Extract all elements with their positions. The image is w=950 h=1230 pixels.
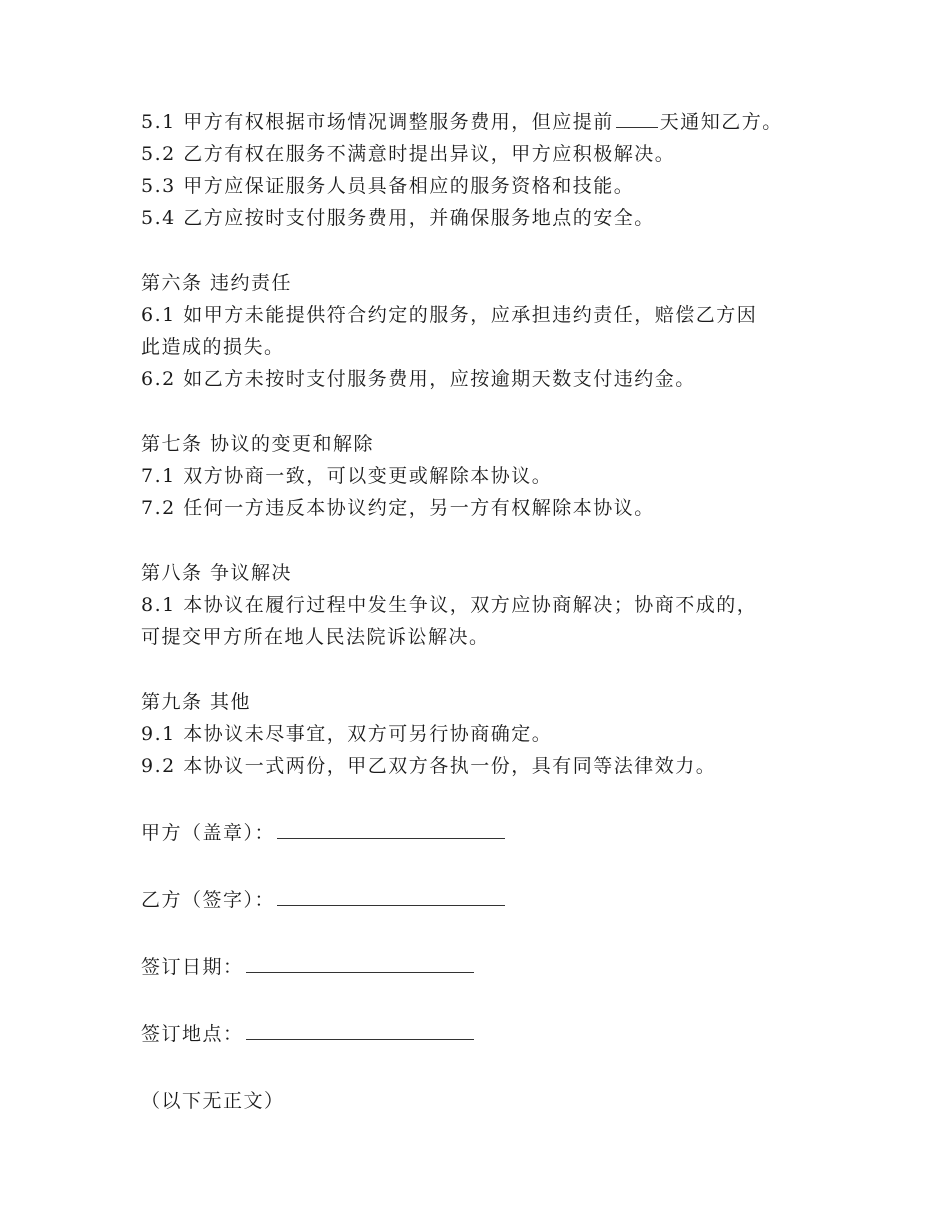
clause-5-1: 5.1 甲方有权根据市场情况调整服务费用，但应提前 天通知乙方。 <box>141 111 783 133</box>
sign-date-label: 签订日期： <box>141 956 244 978</box>
clause-9-2: 9.2 本协议一式两份，甲乙双方各执一份，具有同等法律效力。 <box>141 755 717 777</box>
party-a-signature-row <box>141 817 861 849</box>
clause-5-4: 5.4 乙方应按时支付服务费用，并确保服务地点的安全。 <box>141 207 655 229</box>
clause-5-2: 5.2 乙方有权在服务不满意时提出异议，甲方应积极解决。 <box>141 143 676 165</box>
party-b-signature-field <box>277 904 505 906</box>
sign-date-row <box>141 951 861 983</box>
clause-6-2: 6.2 如乙方未按时支付服务费用，应按逾期天数支付违约金。 <box>141 368 696 390</box>
clause-8-1: 8.1 本协议在履行过程中发生争议，双方应协商解决；协商不成的， <box>141 594 758 616</box>
end-of-text-note: （以下无正文） <box>141 1090 285 1112</box>
party-a-signature-field <box>277 837 505 839</box>
blank-days-field <box>616 126 658 128</box>
article-9-title: 第九条 其他 <box>141 691 252 713</box>
article-8-title: 第八条 争议解决 <box>141 562 293 584</box>
clause-6-1: 6.1 如甲方未能提供符合约定的服务，应承担违约责任，赔偿乙方因 <box>141 304 758 326</box>
party-b-label: 乙方（签字）： <box>141 889 276 911</box>
clause-8-1-cont: 可提交甲方所在地人民法院诉讼解决。 <box>141 626 490 648</box>
clause-6-1-cont: 此造成的损失。 <box>141 336 285 358</box>
sign-place-field <box>246 1038 474 1040</box>
sign-date-field <box>246 971 474 973</box>
clause-7-1: 7.1 双方协商一致，可以变更或解除本协议。 <box>141 465 553 487</box>
document-page <box>141 106 861 1117</box>
sign-place-row <box>141 1018 861 1050</box>
clause-7-2: 7.2 任何一方违反本协议约定，另一方有权解除本协议。 <box>141 497 655 519</box>
sign-place-label: 签订地点： <box>141 1023 244 1045</box>
article-6-title: 第六条 违约责任 <box>141 272 293 294</box>
article-7-title: 第七条 协议的变更和解除 <box>141 433 375 455</box>
party-a-label: 甲方（盖章）： <box>141 822 276 844</box>
clause-5-3: 5.3 甲方应保证服务人员具备相应的服务资格和技能。 <box>141 175 635 197</box>
party-b-signature-row <box>141 884 861 916</box>
clause-9-1: 9.1 本协议未尽事宜，双方可另行协商确定。 <box>141 723 553 745</box>
